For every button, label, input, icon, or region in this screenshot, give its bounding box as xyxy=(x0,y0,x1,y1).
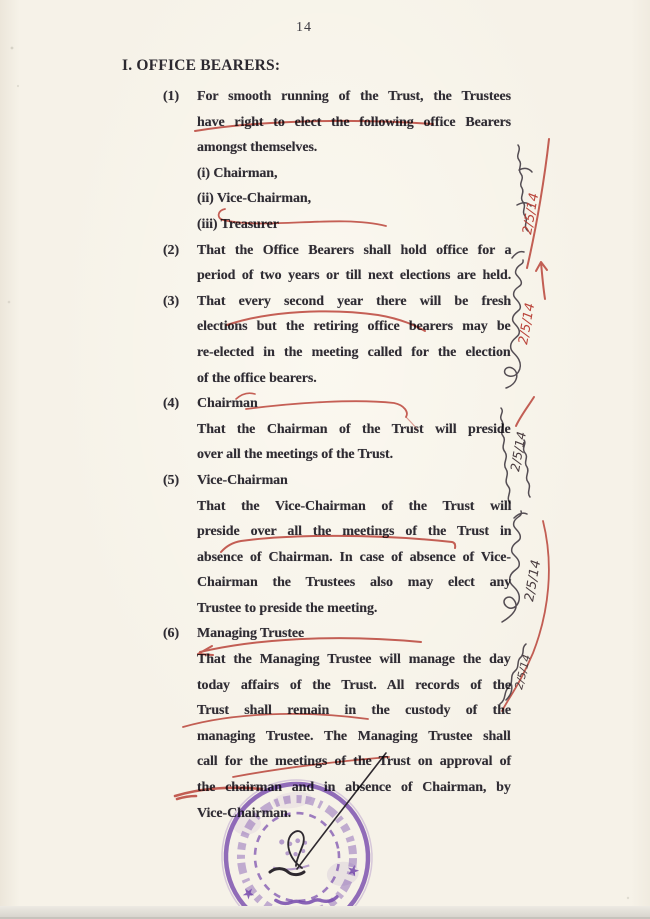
clause-list xyxy=(163,84,512,826)
clause-line: That the Chairman of the Trust will preside xyxy=(197,421,511,437)
clause-line: re-elected in the meeting called for the election xyxy=(197,344,511,360)
clause-line: period of two years or till next elections are held. xyxy=(197,268,512,284)
clause-line: today affairs of the Trust. All records of the xyxy=(197,677,511,693)
clause-label: (5) Vice-Chairman xyxy=(197,468,511,494)
stamp-star: ★ xyxy=(238,883,260,905)
handwritten-date: 2/5/14 xyxy=(520,191,543,236)
page-number: 14 xyxy=(296,20,312,35)
clause-line: have right to elect the following office Bearers xyxy=(197,114,512,130)
clause-line: call for the meetings of the Trust on approval of xyxy=(197,754,512,770)
clause-line: over all the meetings of the Trust. xyxy=(197,447,393,463)
subclause-line: (ii) Vice-Chairman, xyxy=(197,191,311,207)
clause-line: of the office bearers. xyxy=(197,370,317,386)
clause-label: (6) Managing Trustee xyxy=(197,621,511,647)
clause-number: (1) xyxy=(163,89,180,104)
section-heading: I. OFFICE BEARERS: xyxy=(122,57,281,74)
clause-line: amongst themselves. xyxy=(197,140,318,156)
clause-line: managing Trustee. The Managing Trustee shall xyxy=(197,728,511,744)
clause-number: (5) xyxy=(163,472,180,488)
clause-number: (3) xyxy=(163,293,180,309)
red-pen-stroke xyxy=(527,139,549,268)
subclause-line: (i) Chairman, xyxy=(197,165,278,181)
clause-line: (3) That every second year there will be fresh xyxy=(197,289,511,315)
handwritten-date: 2/5/14 xyxy=(522,558,545,603)
handwritten-date: 2/5/14 xyxy=(512,653,534,691)
clause-line: elections but the retiring office bearers may be xyxy=(197,319,511,335)
clause-line: Trust shall remain in the custody of the xyxy=(197,703,511,719)
clause-number: (4) xyxy=(163,396,180,412)
clause-line: Chairman the Trustees also may elect any xyxy=(197,575,512,591)
handwritten-date: 2/5/14 xyxy=(507,430,529,473)
subclause-line: (iii) Treasurer xyxy=(197,216,279,232)
stamp-star: ★ xyxy=(344,862,362,882)
margin-annotation xyxy=(517,139,549,268)
clause-number: (2) xyxy=(163,242,180,258)
clause-line: That the Vice-Chairman of the Trust will xyxy=(197,498,512,514)
signature-scribble xyxy=(517,145,532,231)
clause-line: preside over all the meetings of the Trust in xyxy=(197,524,512,540)
red-pen-slash xyxy=(516,397,534,426)
clause-line: (2) That the Office Bearers shall hold office for a xyxy=(197,238,511,264)
handwritten-date: 2/5/14 xyxy=(516,301,539,346)
clause-line: absence of Chairman. In case of absence of Vice- xyxy=(197,549,511,565)
red-pen-arrow xyxy=(536,262,547,299)
clause-line: That the Managing Trustee will manage the day xyxy=(197,652,511,668)
stamp-center-emblem xyxy=(279,836,309,858)
clause-label: (4) Chairman xyxy=(197,391,511,417)
clause-number: (6) xyxy=(163,626,180,642)
clause-line: Vice-Chairman. xyxy=(197,805,292,821)
clause-line: the chairman and in absence of Chairman, by xyxy=(197,780,511,796)
stamp-center-squiggle xyxy=(273,862,309,871)
clause-line: (1) For smooth running of the Trust, the Trustees xyxy=(197,84,511,110)
page-bottom-shadow xyxy=(0,906,650,919)
clause-line: Trustee to preside the meeting. xyxy=(197,600,378,616)
